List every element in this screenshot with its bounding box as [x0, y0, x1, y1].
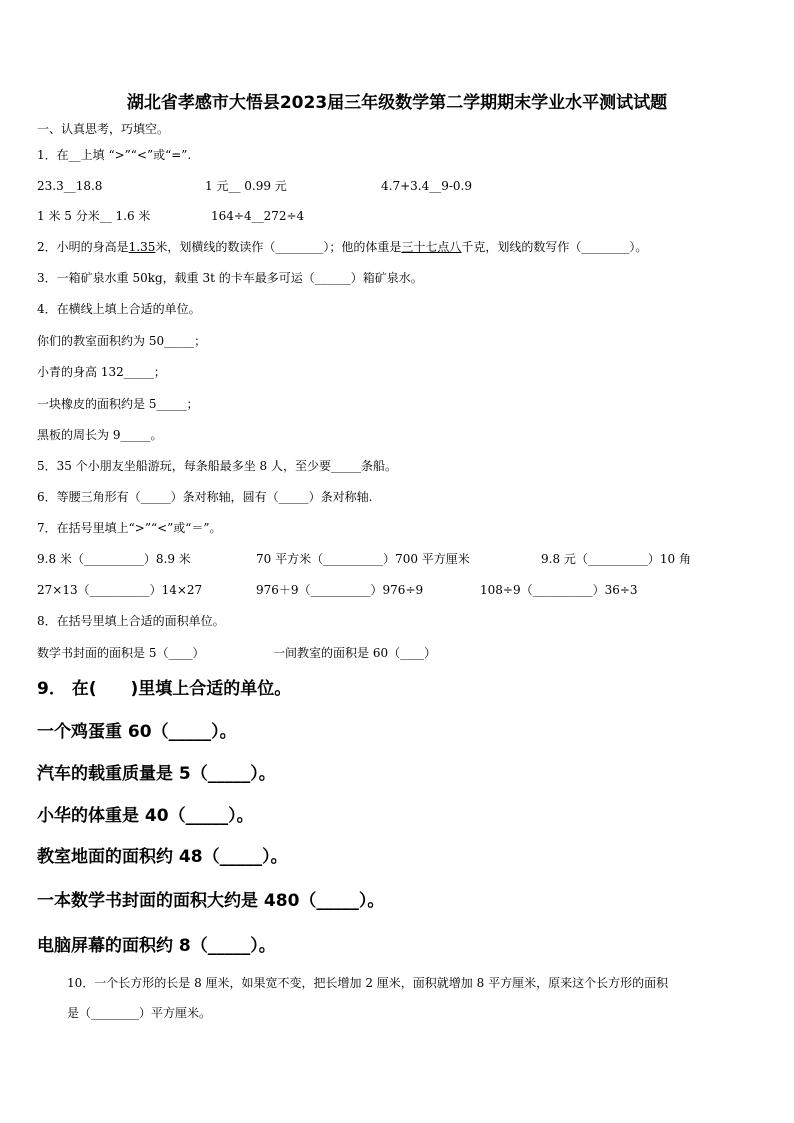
question-9-stem: 9． 在( )里填上合适的单位。	[37, 679, 292, 699]
question-7-item: 27×13（__________）14×27	[37, 583, 203, 597]
question-7-item: 976＋9（__________）976÷9	[256, 583, 424, 597]
question-10-line: 10．一个长方形的长是 8 厘米，如果宽不变，把长增加 2 厘米，面积就增加 8 平方厘米，原来这个长方形的面积	[67, 976, 669, 990]
question-2-part: 2．小明的身高是	[37, 240, 129, 254]
question-9-line: 电脑屏幕的面积约 8（_____）。	[37, 936, 276, 956]
question-7-stem: 7．在括号里填上“>”“<”或“＝”。	[37, 521, 222, 535]
question-4-line: 黑板的周长为 9_____。	[37, 428, 163, 442]
question-4-line: 小青的身高 132_____；	[37, 365, 166, 379]
question-1-item: 1 米 5 分米__ 1.6 米	[37, 209, 151, 223]
section-heading: 一、认真思考，巧填空。	[37, 122, 170, 136]
question-2-underlined-words: 三十七点八	[401, 240, 462, 254]
question-9-line: 小华的体重是 40（_____）。	[37, 806, 254, 826]
question-7-item: 108÷9（__________）36÷3	[480, 583, 638, 597]
question-9-line: 教室地面的面积约 48（_____）。	[37, 847, 288, 867]
question-9-line: 一本数学书封面的面积大约是 480（_____）。	[37, 891, 385, 911]
question-8-item: 数学书封面的面积是 5（____）	[37, 646, 205, 660]
question-2-part: 米，划横线的数读作（________）；他的体重是	[155, 240, 402, 254]
question-1-item: 164÷4__272÷4	[211, 209, 305, 223]
question-10-line: 是（________）平方厘米。	[67, 1006, 212, 1020]
question-4-stem: 4．在横线上填上合适的单位。	[37, 302, 201, 316]
question-8-stem: 8．在括号里填上合适的面积单位。	[37, 614, 225, 628]
page-title: 湖北省孝感市大悟县2023届三年级数学第二学期期末学业水平测试试题	[126, 93, 668, 113]
question-2	[37, 239, 647, 255]
question-7-item: 70 平方米（__________）700 平方厘米	[256, 552, 470, 566]
question-4-line: 一块橡皮的面积约是 5_____；	[37, 397, 199, 411]
question-5: 5．35 个小朋友坐船游玩，每条船最多坐 8 人，至少要_____条船。	[37, 459, 397, 473]
question-2-part: 千克，划线的数写作（________）。	[461, 240, 648, 254]
question-3: 3．一箱矿泉水重 50kg，载重 3t 的卡车最多可运（______）箱矿泉水。	[37, 271, 423, 285]
question-7-item: 9.8 米（__________）8.9 米	[37, 552, 191, 566]
question-2-underlined-number: 1.35	[128, 240, 156, 254]
question-1-stem: 1．在__上填 “>”“<”或“=”.	[37, 148, 192, 162]
question-1-item: 4.7+3.4__9-0.9	[381, 179, 472, 193]
question-1-item: 23.3__18.8	[37, 179, 103, 193]
question-7-item: 9.8 元（__________）10 角	[541, 552, 691, 566]
question-4-line: 你们的教室面积约为 50_____；	[37, 334, 207, 348]
question-1-item: 1 元__ 0.99 元	[205, 179, 287, 193]
question-9-line: 汽车的载重质量是 5（_____）。	[37, 764, 276, 784]
question-6: 6．等腰三角形有（_____）条对称轴，圆有（_____）条对称轴.	[37, 490, 373, 504]
question-8-item: 一间教室的面积是 60（____）	[273, 646, 437, 660]
question-9-line: 一个鸡蛋重 60（_____）。	[37, 722, 237, 742]
